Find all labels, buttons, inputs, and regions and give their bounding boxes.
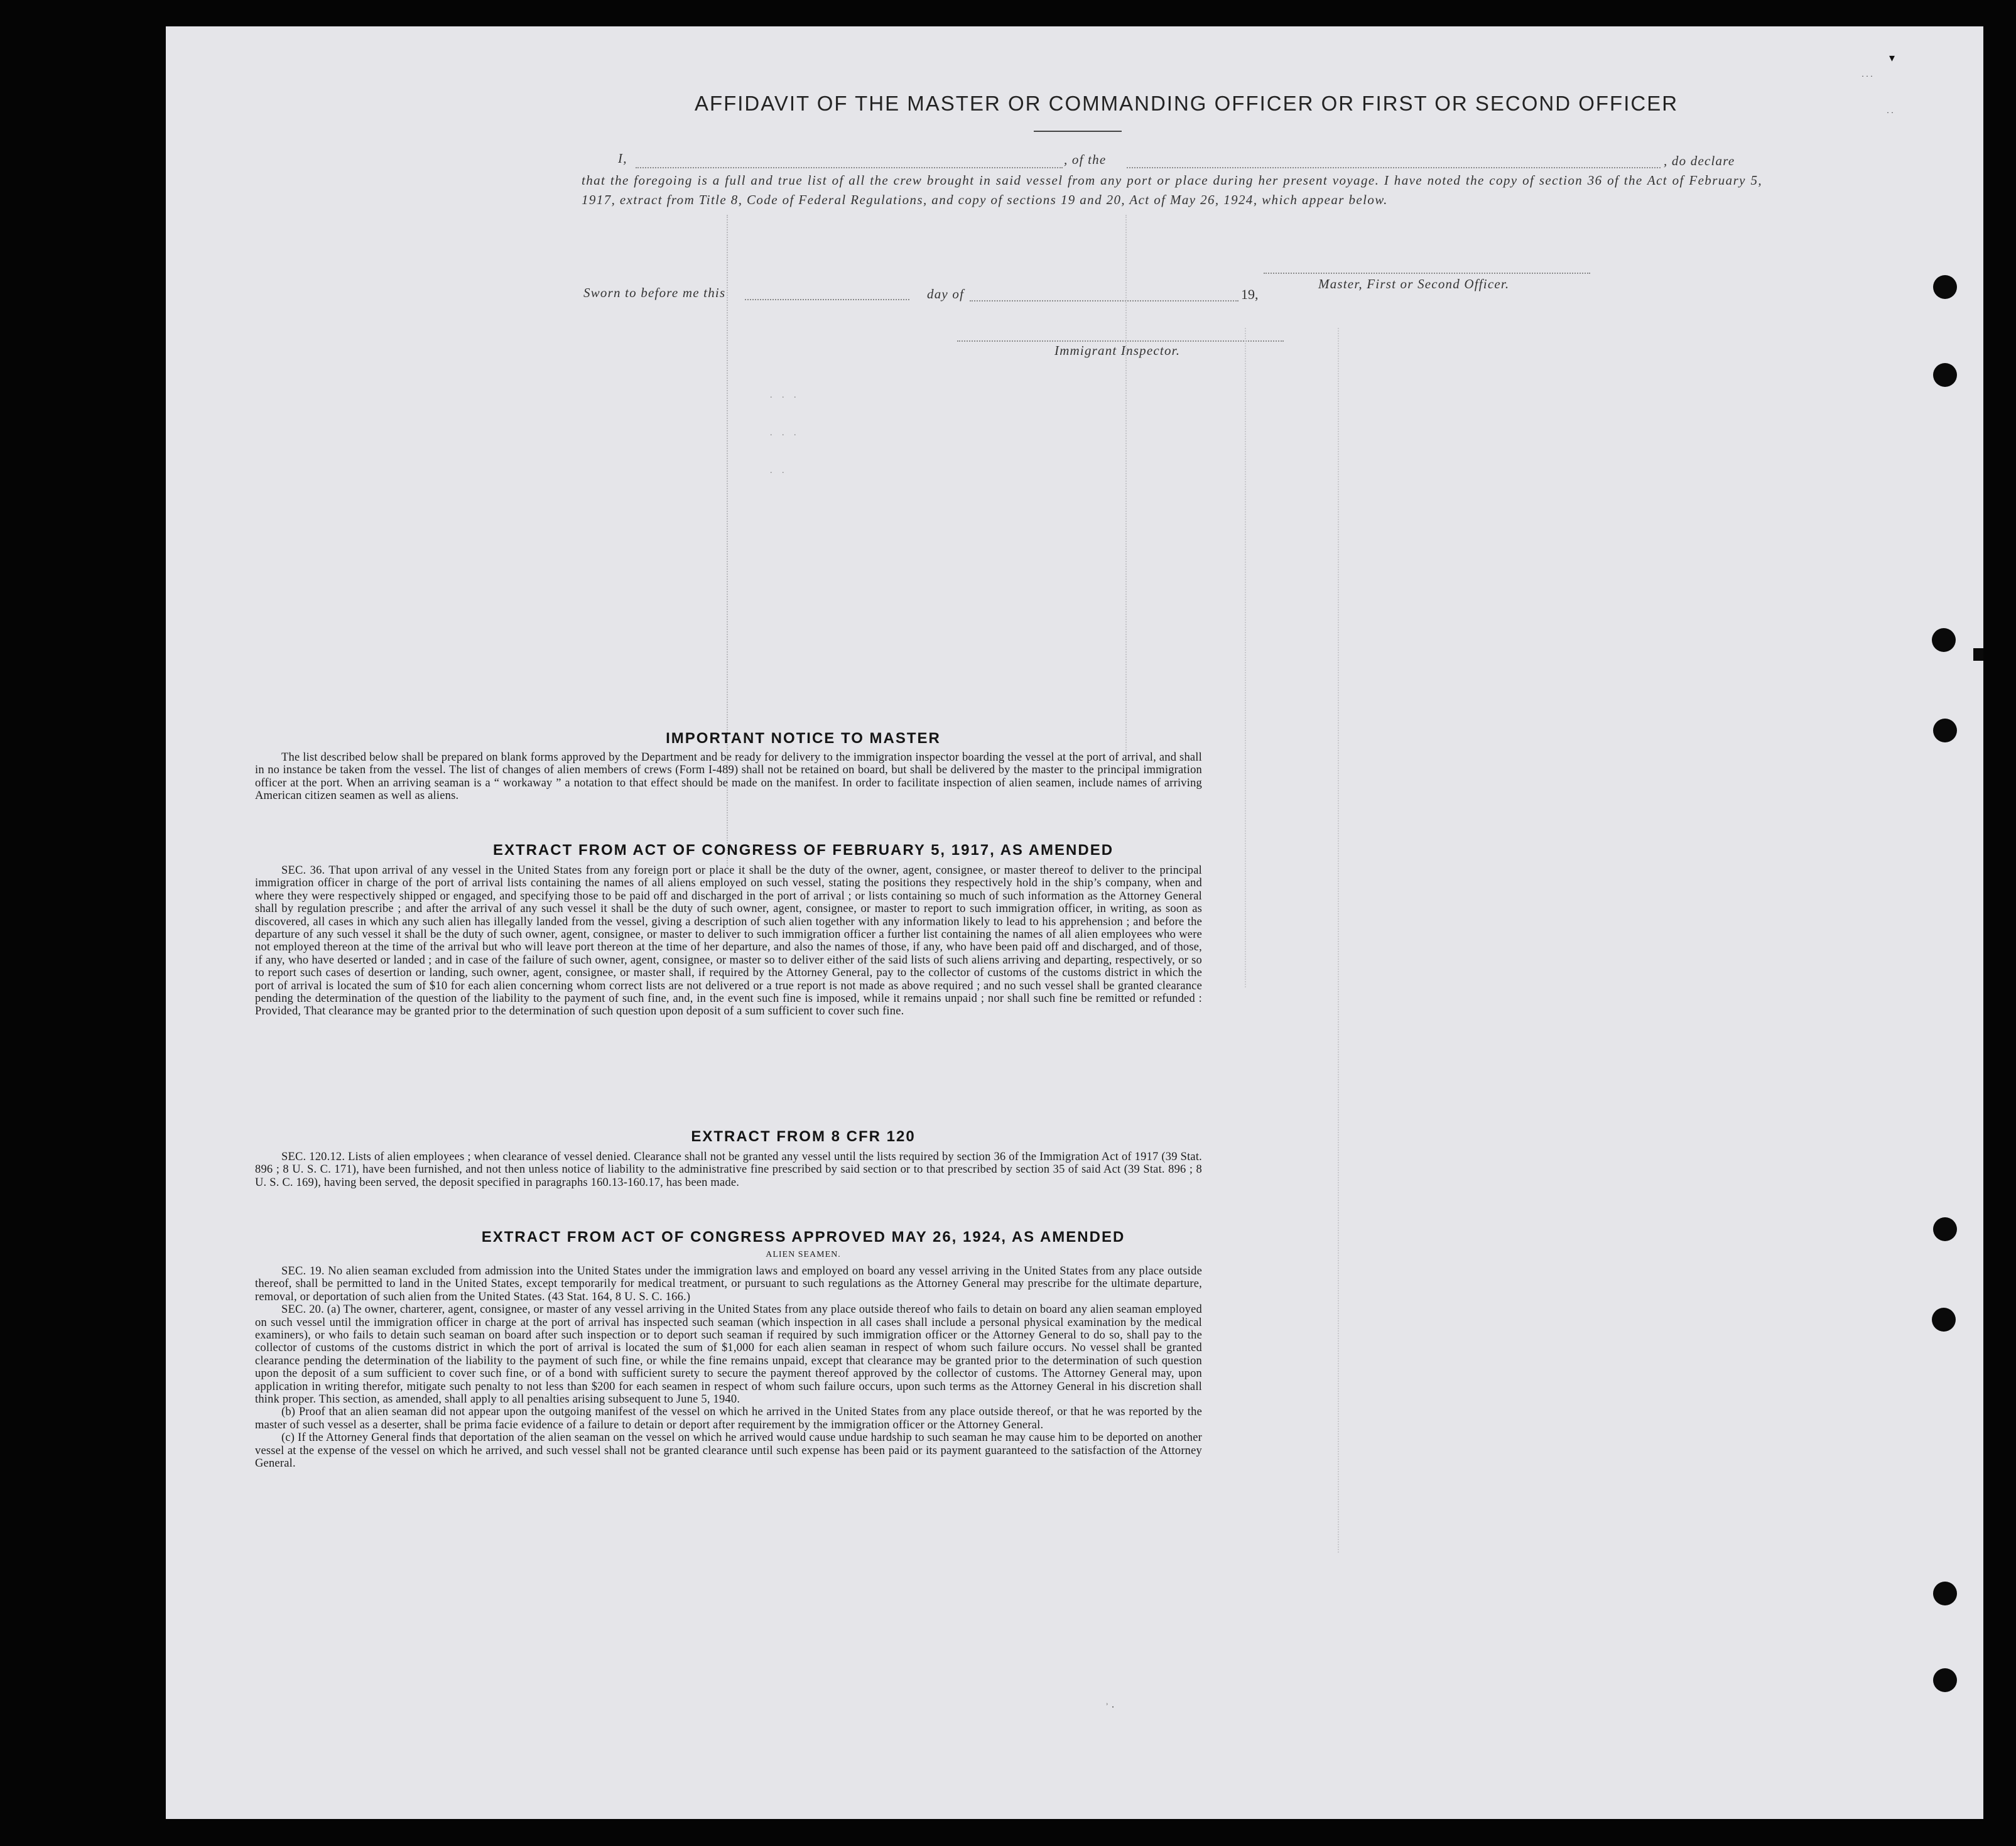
corner-mark: ▾ <box>1889 52 1895 64</box>
affidavit-title: AFFIDAVIT OF THE MASTER OR COMMANDING OFFICER OR FIRST OR SECOND OFFICER <box>694 92 1679 115</box>
do-declare-label: , do declare <box>1664 153 1735 168</box>
extract-1917-heading: EXTRACT FROM ACT OF CONGRESS OF FEBRUARY 5, 1917, AS AMENDED <box>492 842 1114 859</box>
vessel-blank[interactable] <box>1127 167 1661 168</box>
extract-1917-text <box>255 864 1202 1018</box>
corner-mark: · · <box>1887 108 1894 117</box>
sec20a-paragraph: SEC. 20. (a) The owner, charterer, agent, consignee, or master of any vessel arriving in the United States from any place outside thereof who fails to detain on board any alien seaman employed on such vessel until the immigration officer in charge at the port of arrival has inspected such seaman (which inspection in all cases shall include a personal physical examination by the medical examiners), or who fails to detain such seaman on board after such inspection or to deport such seaman if required by such immigration officer or the Attorney General to do so, shall pay to the collector of customs of the customs district in which the port of arrival is located the sum of $1,000 for each alien seaman in respect of whom such failure occurs. No vessel shall be granted clearance pending the determination of the liability to the payment of such fine, or while the fine remains unpaid, except that clearance may be granted prior to the determination of such question upon the deposit of a sum sufficient to cover such fine, or of a bond with sufficient surety to secure the payment thereof approved by the collector of customs. The Attorney General may, upon application in writing therefor, mitigate such penalty to not less than $200 for each seamen in respect of whom such failure occurs, upon such terms as the Attorney General in his discretion shall think proper. This section, as amended, shall apply to all penalties arising subsequent to June 5, 1940. <box>255 1303 1202 1406</box>
master-label: Master, First or Second Officer. <box>1318 276 1510 291</box>
day-of-label: day of <box>927 286 965 301</box>
inspector-signature-blank[interactable] <box>957 340 1284 342</box>
punch-hole <box>1933 1668 1957 1692</box>
speck: . . . <box>770 428 800 438</box>
of-the-label: , of the <box>1064 152 1107 167</box>
corner-mark: · · · <box>1862 72 1873 80</box>
sworn-month-blank[interactable] <box>970 300 1238 301</box>
sec120-paragraph: SEC. 120.12. Lists of alien employees ; when clearance of vessel denied. Clearance shall not be granted any vessel until the lists required by section 36 of the Immigration Act of 1917 (39 Stat. 896 ; 8 U. S. C. 171), have been furnished, and not then unless notice of liability to the administrative fine prescribed by said section or to that prescribed by section 35 of said Act (39 Stat. 896 ; 8 U. S. C. 169), having been served, the deposit specified in paragraphs 160.13-160.17, has been made. <box>255 1151 1202 1189</box>
punch-hole <box>1933 719 1957 742</box>
edge-notch <box>1973 648 1983 661</box>
inspector-label: Immigrant Inspector. <box>1054 343 1181 358</box>
title-underline <box>1034 131 1122 132</box>
sec19-paragraph: SEC. 19. No alien seaman excluded from admission into the United States under the immigration laws and employed on board any vessel arriving in the United States from any place outside thereof, shall be permitted to land in the United States, except temporarily for medical treatment, or pursuant to such regulations as the Attorney General may prescribe for the ultimate departure, removal, or deportation of such alien from the United States. (43 Stat. 164, 8 U. S. C. 166.) <box>255 1265 1202 1303</box>
alien-seamen-subheading: ALIEN SEAMEN. <box>766 1250 841 1259</box>
sec36-paragraph: SEC. 36. That upon arrival of any vessel in the United States from any foreign port or place it shall be the duty of the owner, agent, consignee, or master thereof to deliver to the principal immigration officer in charge of the port of arrival lists containing the names of all aliens employed on such vessel, stating the positions they respectively hold in the ship’s company, when and where they were respectively shipped or engaged, and specifying those to be paid off and discharged in the port of arrival ; or lists containing so much of such information as the Attorney General shall by regulation prescribe ; and after the arrival of any such vessel it shall be the duty of such owner, agent, consignee, or master to report to such immigration officer, in writing, as soon as discovered, all cases in which any such alien has illegally landed from the vessel, giving a description of such alien together with any information likely to lead to his apprehension ; and before the departure of any such vessel it shall be the duty of such owner, agent, consignee, or master to deliver to such immigration officer a further list containing the names of all alien employees who were not employed thereon at the time of the arrival but who will leave port thereon at the time of her departure, and also the names of those, if any, who have been paid off and discharged, and of those, if any, who have deserted or landed ; and in case of the failure of such owner, agent, consignee, or master so to deliver either of the said lists of such aliens arriving and departing, respectively, or so to report such cases of desertion or landing, such owner, agent, consignee, or master shall, if required by the Attorney General, pay to the collector of customs of the customs district in which the port of arrival is located the sum of $10 for each alien concerning whom correct lists are not delivered or a true report is not made as above required ; and no such vessel shall be granted clearance pending the determination of the question of the liability to the payment of such fine, and, in the event such fine is imposed, while it remains unpaid ; nor shall such fine be remitted or refunded : Provided, That clearance may be granted prior to the determination of such question upon deposit of a sum sufficient to cover such fine. <box>255 864 1202 1018</box>
extract-1924-heading: EXTRACT FROM ACT OF CONGRESS APPROVED MAY 26, 1924, AS AMENDED <box>481 1229 1125 1246</box>
i-label: I, <box>618 151 627 166</box>
extract-cfr-text <box>255 1151 1202 1189</box>
notice-heading: IMPORTANT NOTICE TO MASTER <box>666 730 941 747</box>
sworn-day-blank[interactable] <box>745 299 909 300</box>
punch-hole <box>1933 1582 1957 1605</box>
declaration-text: that the foregoing is a full and true list of all the crew brought in said vessel from any port or place during her present voyage. I have noted the copy of section 36 of the Act of February 5, 1917, extract from Title 8, Code of Federal Regulations, and copy of sections 19 and 20, Act of May 26, 1924, which appear below. <box>582 173 1762 207</box>
year-label: 19, <box>1241 286 1259 302</box>
punch-hole <box>1933 363 1957 387</box>
document-page <box>166 26 1983 1819</box>
name-blank[interactable] <box>636 167 1063 168</box>
faint-column-line <box>1125 215 1130 780</box>
speck: . . . <box>770 391 800 400</box>
faint-column-line <box>1245 328 1250 987</box>
punch-hole <box>1933 1217 1957 1241</box>
speck: . . <box>770 466 788 475</box>
sworn-label: Sworn to before me this <box>583 285 726 300</box>
extract-cfr-heading: EXTRACT FROM 8 CFR 120 <box>691 1128 916 1145</box>
punch-hole <box>1933 275 1957 299</box>
punch-hole <box>1932 628 1956 652</box>
extract-1924-text <box>255 1265 1202 1470</box>
master-signature-blank[interactable] <box>1264 273 1590 274</box>
speck: ʾ · <box>1105 1702 1115 1713</box>
notice-paragraph: The list described below shall be prepared on blank forms approved by the Department and be ready for delivery to the immigration inspector boarding the vessel at the port of arrival, and shall in no instance be taken from the vessel. The list of changes of alien members of crews (Form I-489) shall not be retained on board, but shall be delivered by the master to the principal immigration officer at the port. When an arriving seaman is a “ workaway ” a notation to that effect should be made on the manifest. In order to facilitate inspection of alien seamen, include names of arriving American citizen seamen as well as aliens. <box>255 751 1202 803</box>
notice-text <box>255 751 1202 803</box>
sec20c-paragraph: (c) If the Attorney General finds that deportation of the alien seaman on the vessel on which he arrived would cause undue hardship to such seaman he may cause him to be deported on another vessel at the expense of the vessel on which he arrived, and such vessel shall not be granted clearance until such expense has been paid or its payment guaranteed to the satisfaction of the Attorney General. <box>255 1431 1202 1470</box>
faint-column-line <box>1338 328 1343 1553</box>
sec20b-paragraph: (b) Proof that an alien seaman did not appear upon the outgoing manifest of the vessel on which he arrived in the United States from any place outside thereof, or that he was reported by the master of such vessel as a deserter, shall be prima facie evidence of a failure to detain or deport after requirement by the immigration officer or the Attorney General. <box>255 1406 1202 1431</box>
punch-hole <box>1932 1308 1956 1332</box>
